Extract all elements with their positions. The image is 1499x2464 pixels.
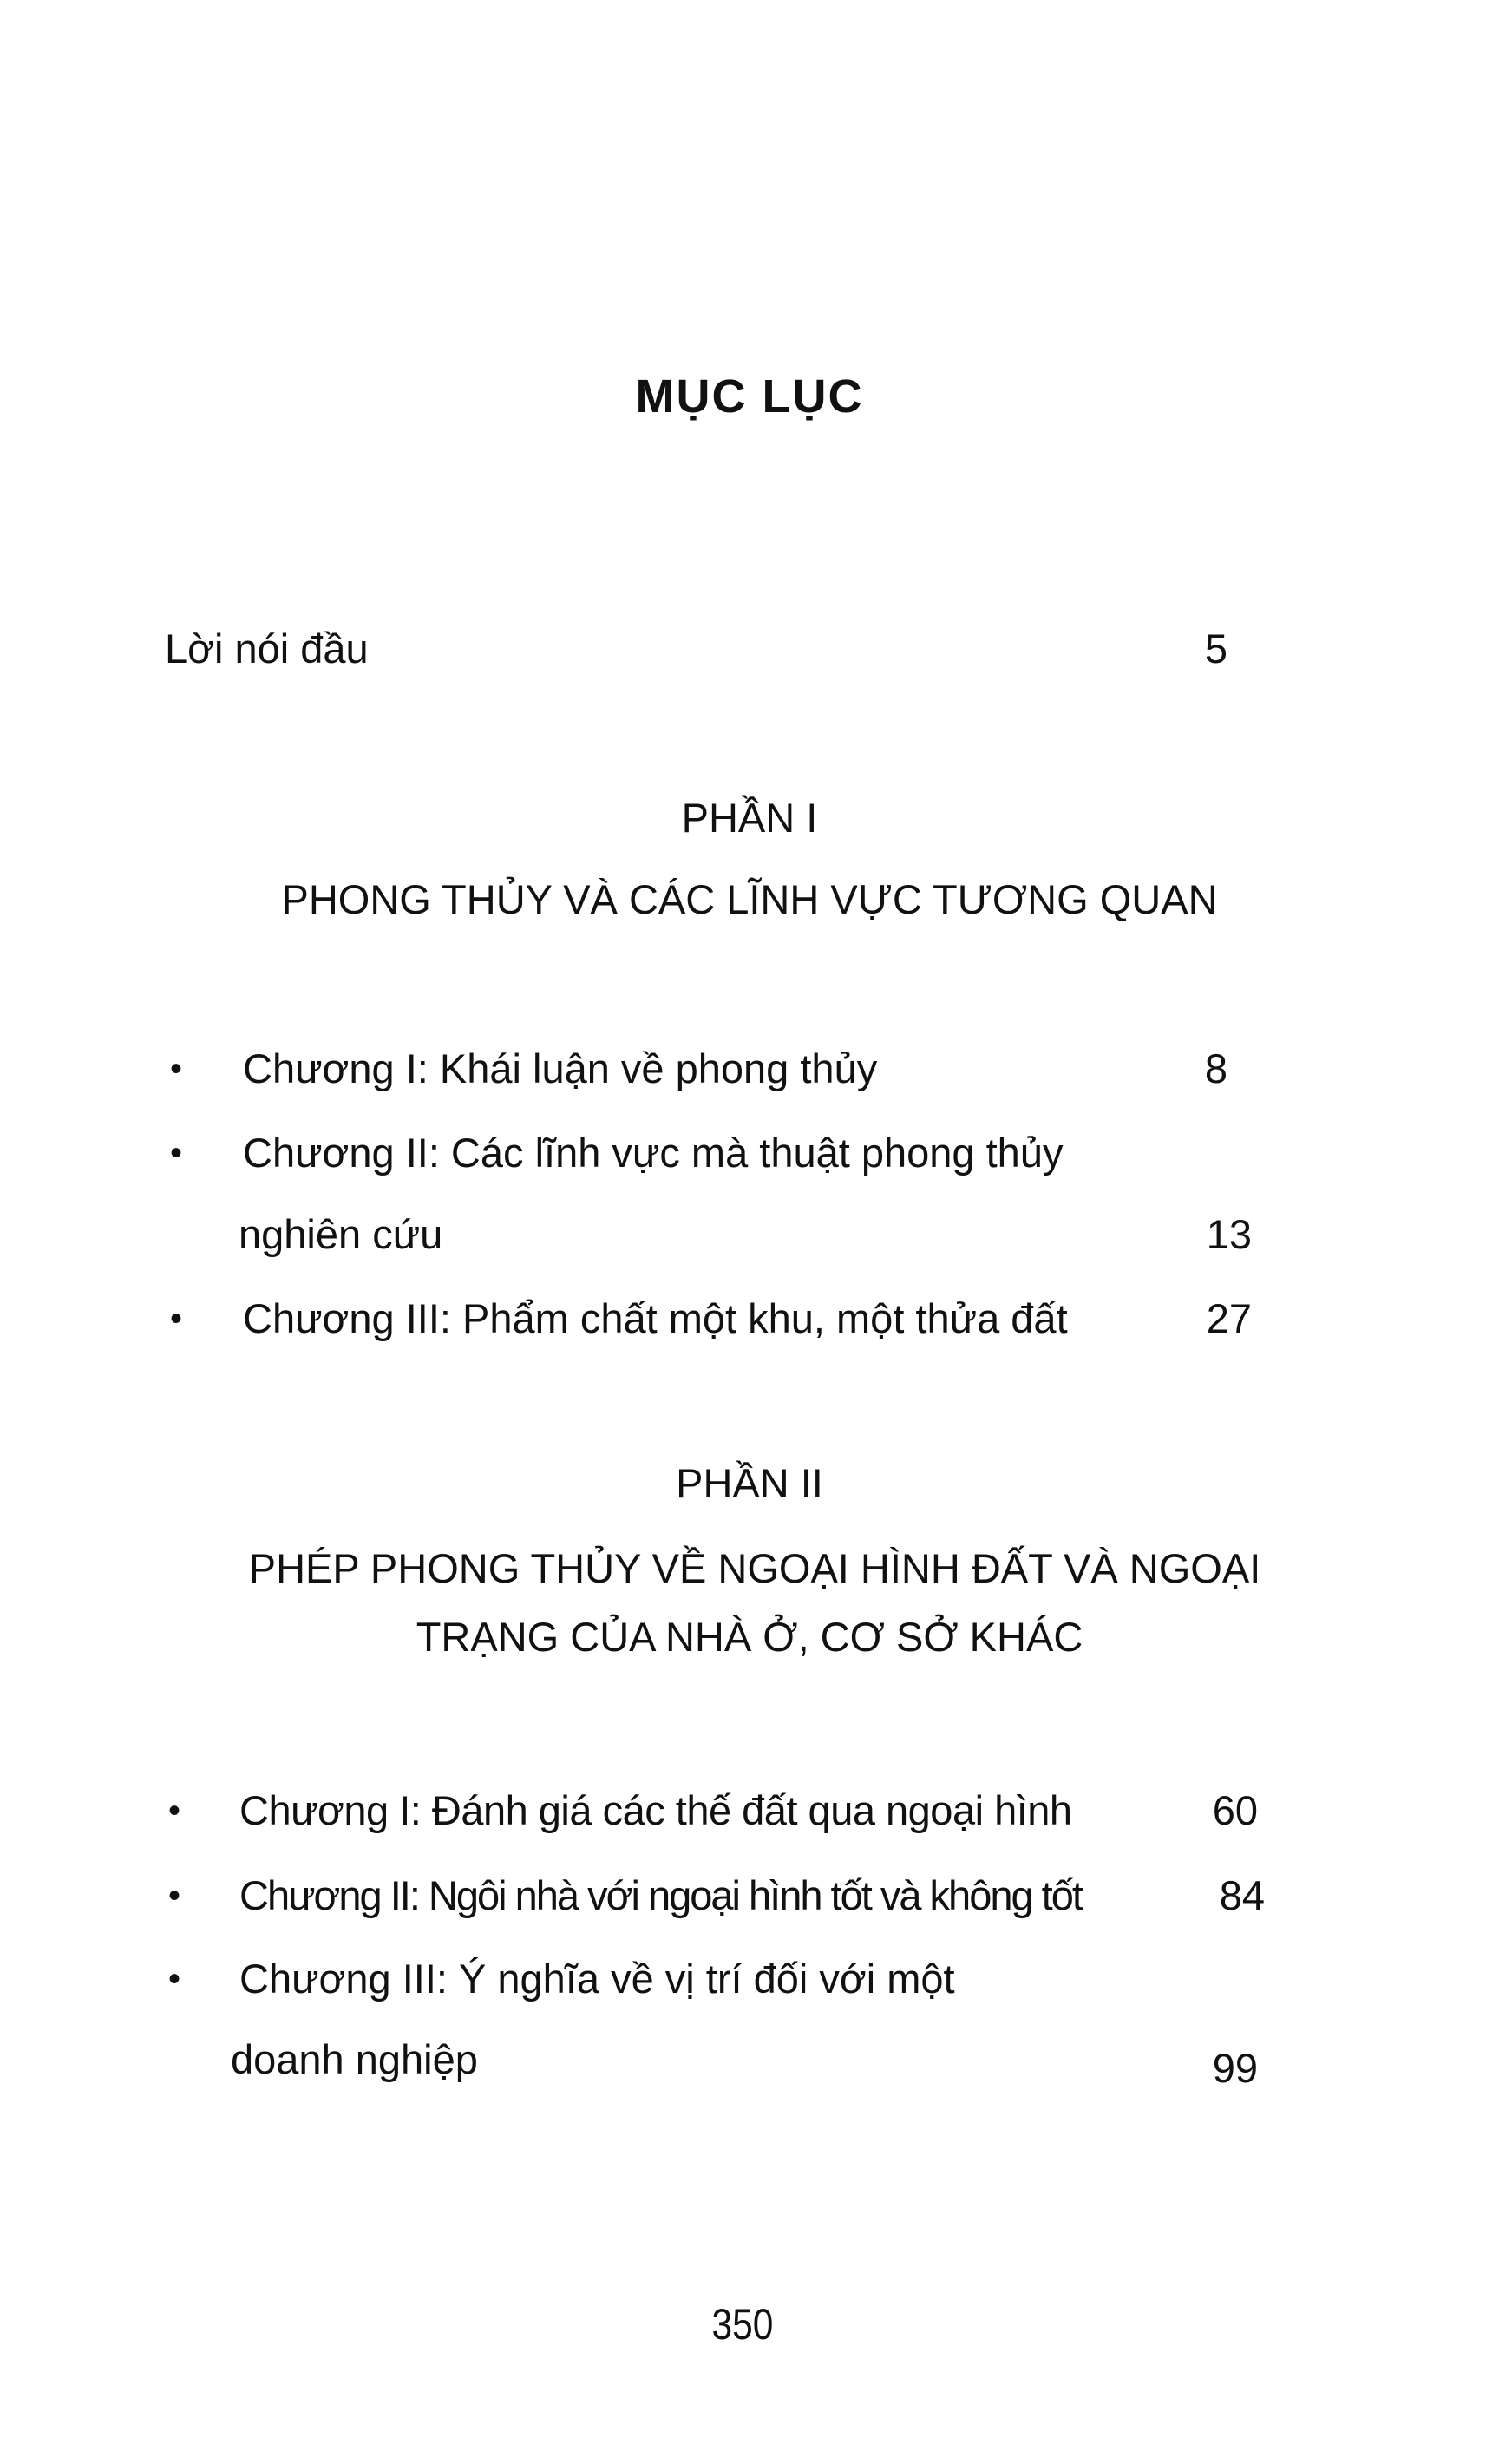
toc-entry-continuation: doanh nghiệp xyxy=(231,2036,478,2082)
toc-entry: Chương III: Phẩm chất một khu, một thửa đất xyxy=(243,1295,1068,1341)
part-1-heading: PHẦN I xyxy=(681,795,818,841)
bullet-icon: • xyxy=(170,1050,183,1088)
part-2-heading: PHẦN II xyxy=(676,1460,823,1506)
toc-entry-page: 13 xyxy=(1206,1211,1252,1257)
toc-entry-page: 27 xyxy=(1206,1295,1252,1341)
part-1-subtitle: PHONG THỦY VÀ CÁC LĨNH VỰC TƯƠNG QUAN xyxy=(281,876,1218,922)
page-title: MỤC LỤC xyxy=(635,370,864,423)
bullet-icon: • xyxy=(168,1960,181,1998)
part-2-subtitle: PHÉP PHONG THỦY VỀ NGOẠI HÌNH ĐẤT VÀ NGOẠI xyxy=(248,1545,1261,1591)
toc-entry-page: 99 xyxy=(1212,2045,1258,2091)
preface-label: Lời nói đầu xyxy=(165,626,369,672)
bullet-icon: • xyxy=(168,1792,181,1830)
bullet-icon: • xyxy=(170,1134,183,1172)
bullet-icon: • xyxy=(170,1300,183,1338)
toc-entry: Chương I: Khái luận về phong thủy xyxy=(243,1045,878,1091)
toc-entry: Chương II: Ngôi nhà với ngoại hình tốt và không tốt xyxy=(239,1872,1082,1918)
part-2-subtitle: TRẠNG CỦA NHÀ Ở, CƠ SỞ KHÁC xyxy=(416,1614,1083,1660)
toc-entry: Chương II: Các lĩnh vực mà thuật phong thủy xyxy=(243,1130,1064,1176)
bullet-icon: • xyxy=(168,1877,181,1915)
toc-entry-page: 8 xyxy=(1204,1045,1227,1091)
toc-entry-page: 84 xyxy=(1219,1872,1265,1918)
toc-entry: Chương III: Ý nghĩa về vị trí đối với một xyxy=(239,1956,955,2002)
toc-entry: Chương I: Đánh giá các thế đất qua ngoại hình xyxy=(239,1787,1072,1833)
toc-entry-page: 60 xyxy=(1212,1787,1258,1833)
toc-entry-continuation: nghiên cứu xyxy=(239,1211,443,1257)
preface-page: 5 xyxy=(1204,626,1227,672)
page-number: 350 xyxy=(711,2300,774,2349)
